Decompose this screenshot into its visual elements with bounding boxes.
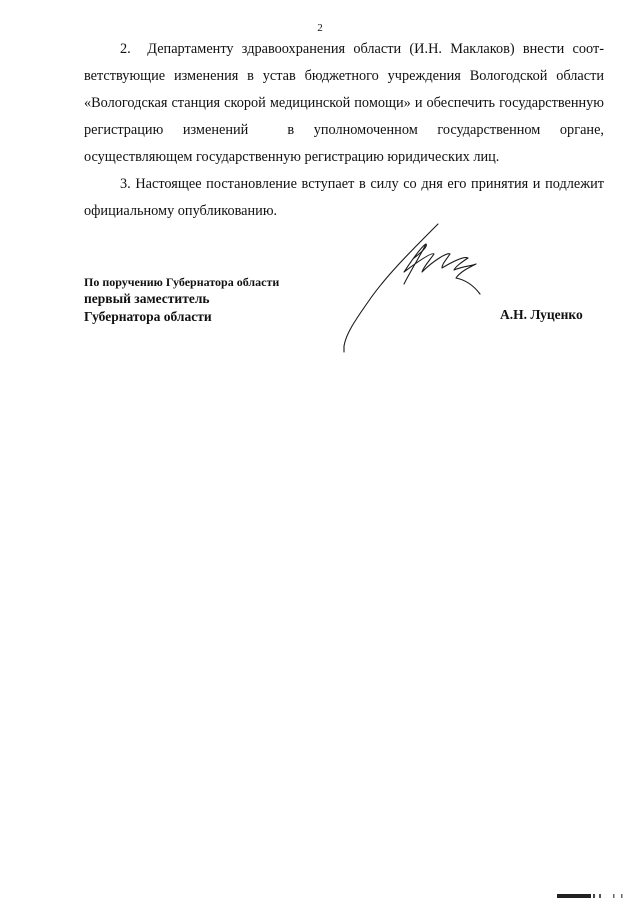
signature-title-line-1: По поручению Губернатора области: [84, 275, 280, 289]
signature-block: [84, 274, 279, 326]
handwritten-signature-icon: [330, 222, 500, 357]
document-body: [84, 36, 604, 225]
paragraph-3: 3. Настоящее постановление вступает в силу со дня его принятия и подлежит официальному опубликованию.: [84, 176, 604, 219]
signature-title-line-2: первый заместитель: [84, 291, 210, 306]
scan-artifact-mark: [557, 893, 627, 899]
signer-name: А.Н. Луценко: [500, 307, 583, 322]
signature-title-line-3: Губернатора области: [84, 309, 212, 324]
paragraph-2: 2. Департаменту здравоохранения области (И.Н. Маклаков) внести соответствующие изменения в устав бюджетного учреждения Вологодской области «Вологодская станция скорой медицинской помощи» и обеспечить государственную регистрацию изменений в уполномоченном государственном органе, осуществляющем государственную регистрацию юридических лиц.: [84, 41, 604, 165]
page-number: 2: [317, 22, 323, 34]
